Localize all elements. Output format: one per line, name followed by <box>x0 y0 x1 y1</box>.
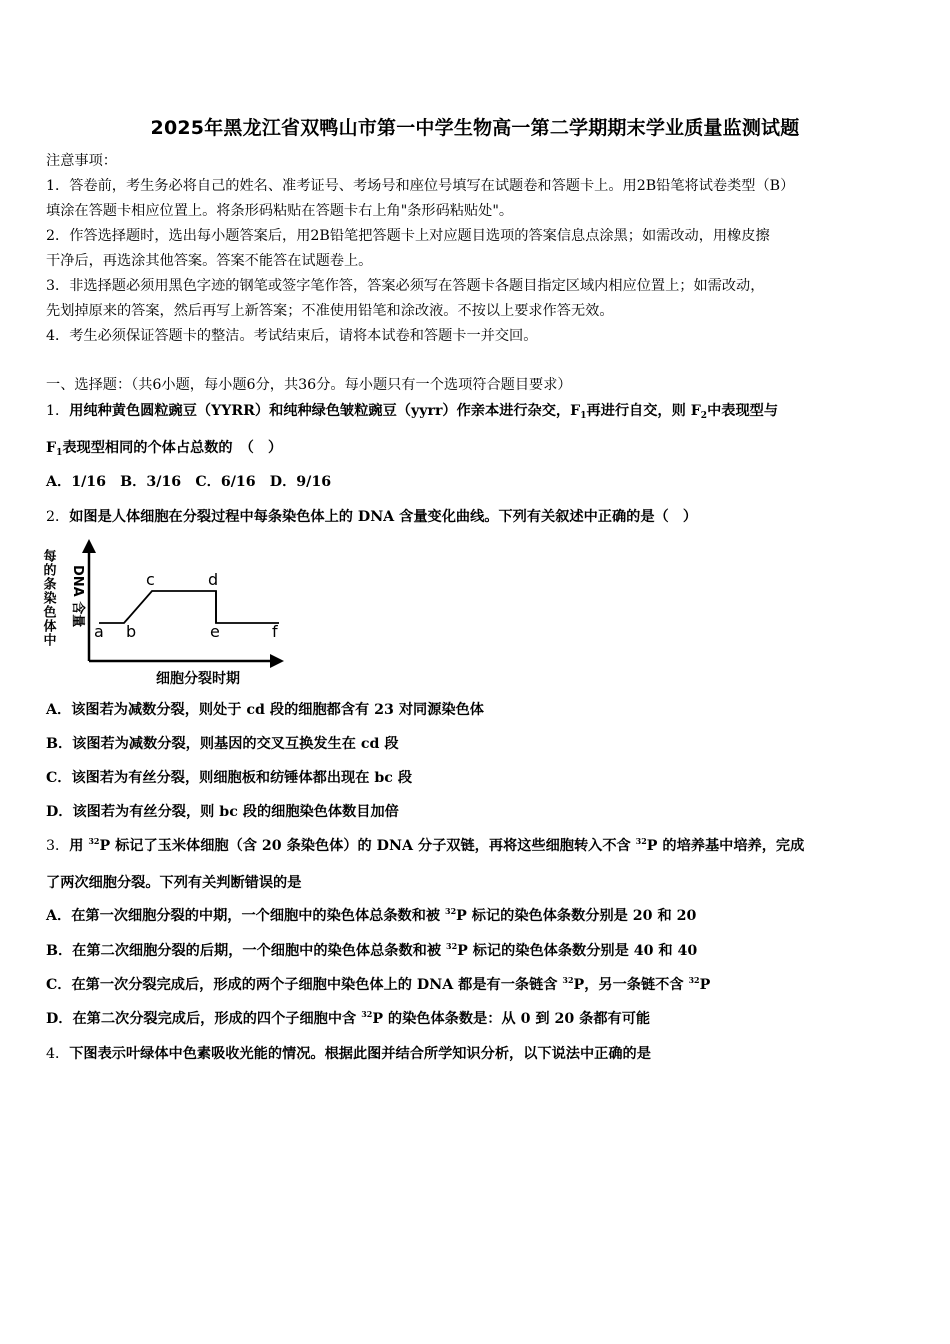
subscript: 1 <box>580 411 587 421</box>
superscript: 32 <box>361 1009 373 1019</box>
y-axis-label: 每的条染色体中 <box>40 549 56 647</box>
question-3 <box>46 836 804 856</box>
question-text: P 标记了玉米体细胞（含 20 条染色体）的 DNA 分子双链，再将这些细胞转入不含 <box>99 838 636 854</box>
point-label-f: f <box>272 622 278 641</box>
question-3-cont: 了两次细胞分裂。下列有关判断错误的是 <box>46 875 302 891</box>
question-number: 3． <box>46 838 70 854</box>
question-3-option-b <box>46 941 697 961</box>
question-number: 2． <box>46 509 70 525</box>
question-2-option-a: A．该图若为减数分裂，则处于 cd 段的细胞都含有 23 对同源染色体 <box>46 702 484 718</box>
option-text: P 标记的染色体条数分别是 20 和 20 <box>456 908 697 924</box>
question-text: 用 <box>69 838 89 854</box>
question-2-option-c: C．该图若为有丝分裂，则细胞板和纺锤体都出现在 bc 段 <box>46 770 413 786</box>
superscript: 32 <box>445 906 457 916</box>
section-heading: 一、选择题：（共6小题，每小题6分，共36分。每小题只有一个选项符合题目要求） <box>46 377 572 393</box>
superscript: 32 <box>635 836 647 846</box>
notice-item-2-cont: 干净后，再选涂其他答案。答案不能答在试题卷上。 <box>46 253 373 269</box>
option-text: B．在第二次细胞分裂的后期，一个细胞中的染色体总条数和被 <box>46 943 446 959</box>
y-axis-label-2: DNA 含量 <box>70 565 85 628</box>
question-number: 4． <box>46 1046 70 1062</box>
question-text: 用纯种黄色圆粒豌豆（YYRR）和纯种绿色皱粒豌豆（yyrr）作亲本进行杂交，F <box>69 403 581 419</box>
notice-item-3: 3．非选择题必须用黑色字迹的钢笔或签字笔作答，答案必须写在答题卡各题目指定区域内相应位置上；如需改动， <box>46 278 765 294</box>
question-text: F <box>46 440 57 456</box>
y-axis-arrow <box>82 539 96 553</box>
question-1-options: A．1/16 B．3/16 C．6/16 D．9/16 <box>46 474 332 490</box>
question-text: 下图表示叶绿体中色素吸收光能的情况。根据此图并结合所学知识分析，以下说法中正确的是 <box>69 1046 651 1062</box>
question-2-option-b: B．该图若为减数分裂，则基因的交叉互换发生在 cd 段 <box>46 736 399 752</box>
subscript: 1 <box>56 448 63 458</box>
question-2-option-d: D．该图若为有丝分裂，则 bc 段的细胞染色体数目加倍 <box>46 804 399 820</box>
point-label-c: c <box>146 570 155 589</box>
question-3-option-d <box>46 1009 650 1029</box>
question-text: 中表现型与 <box>707 403 779 419</box>
superscript: 32 <box>446 941 458 951</box>
question-text: 如图是人体细胞在分裂过程中每条染色体上的 DNA 含量变化曲线。下列有关叙述中正确的是（ ） <box>69 509 698 525</box>
x-axis-arrow <box>270 654 284 668</box>
notice-item-1: 1．答卷前，考生务必将自己的姓名、准考证号、考场号和座位号填写在试题卷和答题卡上。用2B铅笔将试卷类型（B） <box>46 178 795 194</box>
x-axis-label: 细胞分裂时期 <box>156 671 240 687</box>
notice-heading: 注意事项： <box>46 153 117 169</box>
option-text: P 标记的染色体条数分别是 40 和 40 <box>457 943 698 959</box>
option-text: D．在第二次分裂完成后，形成的四个子细胞中含 <box>46 1011 362 1027</box>
superscript: 32 <box>688 975 700 985</box>
point-labels <box>94 570 278 641</box>
question-3-option-a <box>46 906 696 926</box>
question-text: P 的培养基中培养，完成 <box>646 838 805 854</box>
series-line <box>99 591 279 623</box>
question-text: 表现型相同的个体占总数的 （ ） <box>62 440 283 456</box>
notice-item-2: 2．作答选择题时，选出每小题答案后，用2B铅笔把答题卡上对应题目选项的答案信息点涂黑；如需改动，用橡皮擦 <box>46 228 770 244</box>
option-text: A．在第一次细胞分裂的中期，一个细胞中的染色体总条数和被 <box>46 908 446 924</box>
question-1-cont <box>46 438 282 458</box>
question-4 <box>46 1044 651 1064</box>
question-2 <box>46 507 697 527</box>
notice-item-1-cont: 填涂在答题卡相应位置上。将条形码粘贴在答题卡右上角"条形码粘贴处"。 <box>46 203 514 219</box>
dna-content-chart <box>40 537 289 690</box>
subscript: 2 <box>700 411 708 421</box>
option-text: P <box>699 977 711 993</box>
point-label-e: e <box>210 622 220 641</box>
superscript: 32 <box>562 975 574 985</box>
question-number: 1． <box>46 403 70 419</box>
page-title: 2025年黑龙江省双鸭山市第一中学生物高一第二学期期末学业质量监测试题 <box>150 117 800 139</box>
question-1 <box>46 401 778 421</box>
option-text: P 的染色体条数是：从 0 到 20 条都有可能 <box>372 1011 651 1027</box>
option-text: P，另一条链不含 <box>573 977 689 993</box>
notice-item-4: 4．考生必须保证答题卡的整洁。考试结束后，请将本试卷和答题卡一并交回。 <box>46 328 538 344</box>
option-text: C．在第一次分裂完成后，形成的两个子细胞中染色体上的 DNA 都是有一条链含 <box>46 977 563 993</box>
notice-item-3-cont: 先划掉原来的答案，然后再写上新答案；不准使用铅笔和涂改液。不按以上要求作答无效。 <box>46 303 614 319</box>
point-label-a: a <box>94 622 104 641</box>
point-label-d: d <box>208 570 219 589</box>
question-3-option-c <box>46 975 710 995</box>
question-text: 再进行自交，则 F <box>586 403 701 419</box>
point-label-b: b <box>126 622 137 641</box>
superscript: 32 <box>88 836 100 846</box>
